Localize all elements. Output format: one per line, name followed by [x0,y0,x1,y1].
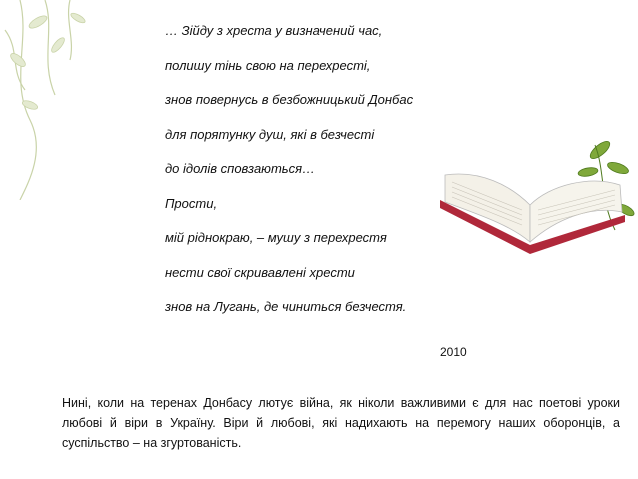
poem-line: нести свої скривавлені хрести [165,264,355,280]
poem-line: Прости, [165,195,218,211]
poem [165,14,413,325]
poem-line: мій ріднокраю, – мушу з перехрестя [165,230,387,245]
poem-line: знов на Лугань, де чиниться безчестя. [165,299,407,314]
vine-ornament-icon [0,0,140,200]
poem-line: до ідолів сповзаються… [165,161,316,176]
poem-line: полишу тінь свою на перехресті, [165,57,371,73]
poem-line: знов повернусь в безбожницький Донбас [165,92,414,107]
poem-line: для порятунку душ, які в безчесті [165,126,375,142]
open-book-icon [430,130,635,270]
poem-year: 2010 [440,345,467,359]
poem-line: … Зійду з хреста у визначений час, [165,23,383,38]
commentary-paragraph: Нині, коли на теренах Донбасу лютує війна, як ніколи важливими є для нас поетові уроки любові й віри в Україну. Віри й любові, які надихають на перемогу наших оборонців, а суспільство – на згуртованість. [62,396,620,450]
